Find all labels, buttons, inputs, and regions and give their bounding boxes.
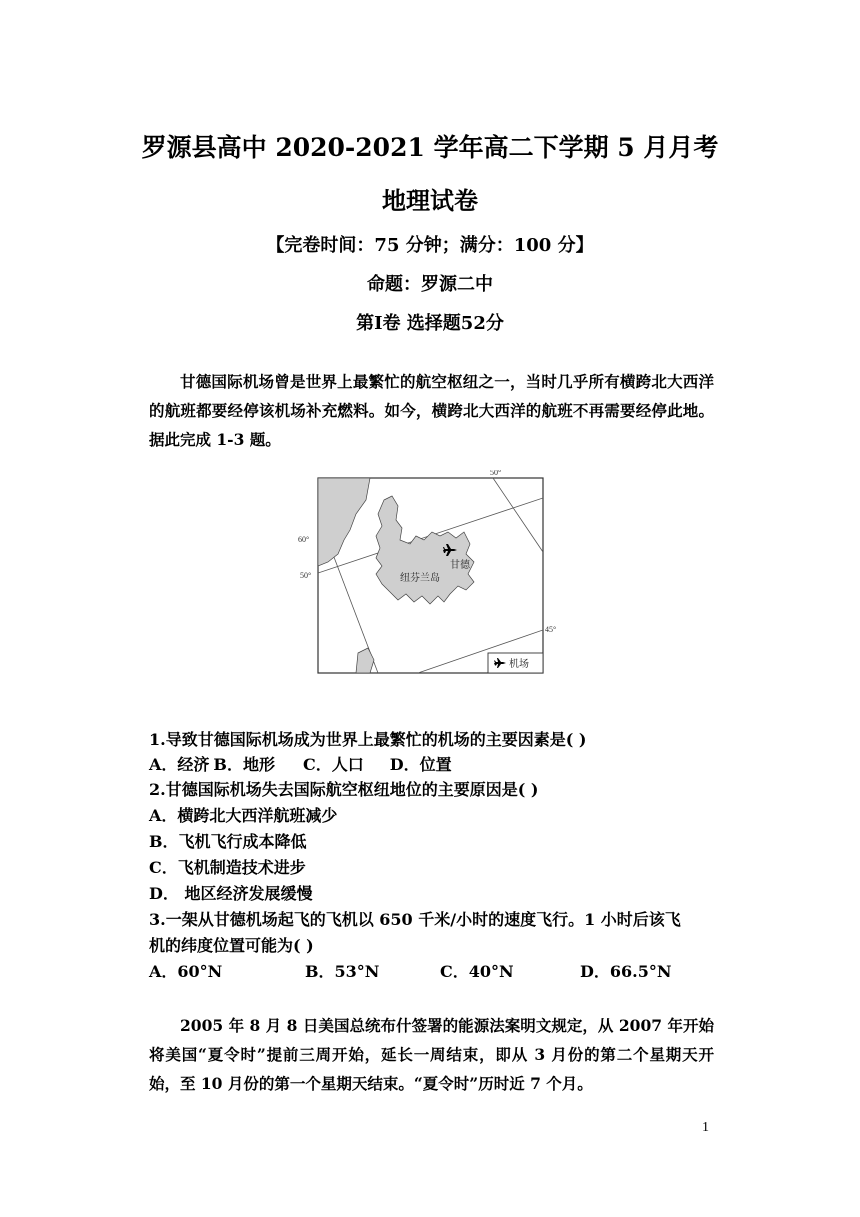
exam-subtitle: 地理试卷 <box>382 186 478 215</box>
island-label: 纽芬兰岛 <box>400 573 440 584</box>
question-1-options <box>149 752 719 778</box>
q1-option-c: C．人口 <box>302 755 364 774</box>
q3-option-b: B．53°N <box>305 962 380 981</box>
q3-option-d: D．66.5°N <box>580 962 672 981</box>
lat-label-50-left: 50° <box>300 571 312 580</box>
legend-label: 机场 <box>509 659 529 670</box>
q1-option-a: A．经济 <box>149 755 210 774</box>
newfoundland-map <box>298 470 568 680</box>
q1-option-b: B．地形 <box>213 755 275 774</box>
page-number: 1 <box>702 1120 709 1135</box>
q3-option-a: A．60°N <box>149 962 223 981</box>
q2-option-c: C．飞机制造技术进步 <box>149 858 306 877</box>
gander-label: 甘德 <box>450 560 470 571</box>
question-3-options <box>149 959 719 985</box>
question-3-stem-line1: 3.一架从甘德机场起飞的飞机以 650 千米/小时的速度飞行。1 小时后该飞 <box>149 910 681 929</box>
q3-option-c: C．40°N <box>440 962 514 981</box>
q2-option-b: B．飞机飞行成本降低 <box>149 832 307 851</box>
q2-option-d: D． 地区经济发展缓慢 <box>149 884 313 903</box>
question-2-stem: 2.甘德国际机场失去国际航空枢纽地位的主要原因是( ) <box>149 780 539 799</box>
lat-label-60: 60° <box>298 535 310 544</box>
q2-option-a: A．横跨北大西洋航班减少 <box>149 806 338 825</box>
intro-paragraph-1: 甘德国际机场曾是世界上最繁忙的航空枢纽之一，当时几乎所有横跨北大西洋的航班都要经停该机场补充燃料。如今，横跨北大西洋的航班不再需要经停此地。据此完成 1-3 题。 <box>149 372 714 449</box>
time-info: 【完卷时间：75 分钟；满分：100 分】 <box>266 235 594 256</box>
lat-label-45: 45° <box>545 625 557 634</box>
exam-title: 罗源县高中 2020-2021 学年高二下学期 5 月月考 <box>141 133 719 162</box>
intro-paragraph-2: 2005 年 8 月 8 日美国总统布什签署的能源法案明文规定，从 2007 年开始将美国“夏令时”提前三周开始，延长一周结束，即从 3 月份的第二个星期天开始，至 10 月份的第一个星期天结束。“夏令时”历时近 7 个月。 <box>149 1016 714 1093</box>
author-info: 命题：罗源二中 <box>367 274 493 295</box>
section-heading: 第Ⅰ卷 选择题52分 <box>356 313 504 334</box>
map-svg <box>298 470 568 680</box>
question-1-stem: 1.导致甘德国际机场成为世界上最繁忙的机场的主要因素是( ) <box>149 730 587 749</box>
lat-label-50-top: 50° <box>490 470 502 477</box>
question-3-stem-line2: 机的纬度位置可能为( ) <box>149 936 314 955</box>
q1-option-d: D．位置 <box>389 755 452 774</box>
